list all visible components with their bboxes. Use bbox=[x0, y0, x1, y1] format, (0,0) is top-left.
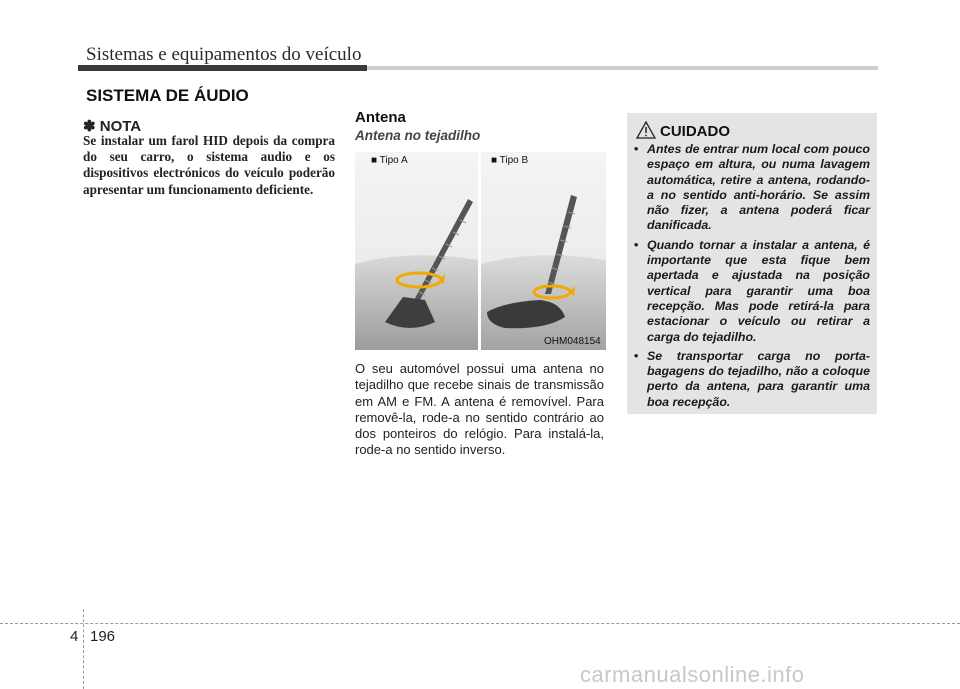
footer-divider bbox=[83, 609, 84, 689]
bullet-icon: • bbox=[634, 237, 639, 252]
figure-panel-type-b bbox=[481, 152, 606, 350]
antenna-body-text: O seu automóvel possui uma antena no tejadilho que recebe sinais de transmissão em AM e FM. A antena é removível. Para removê-la, rode-a no sentido contrário ao dos ponteiros do relógio. Para instalá-la, rode-a no sentido inverso. bbox=[355, 361, 604, 458]
bullet-icon: • bbox=[634, 142, 639, 156]
figure-code: OHM048154 bbox=[544, 336, 601, 347]
list-item bbox=[634, 238, 870, 345]
header-rule-accent bbox=[78, 65, 367, 71]
list-item bbox=[634, 349, 870, 410]
list-item bbox=[634, 142, 870, 234]
caution-item-text: Quando tornar a instalar a antena, é importante que esta fique bem apertada e ajustada na posição vertical para garantir uma boa recepção. Mas pode retirá-la para estacionar o veículo ou retirar a carga do tejadilho. bbox=[647, 237, 870, 344]
watermark: carmanualsonline.info bbox=[580, 662, 805, 687]
panel-a-label: ■ Tipo A bbox=[371, 155, 408, 166]
page-number: 196 bbox=[90, 628, 116, 645]
footer-rule bbox=[0, 623, 960, 624]
caution-list bbox=[634, 142, 870, 414]
section-title: SISTEMA DE ÁUDIO bbox=[86, 86, 249, 105]
chapter-number: 4 bbox=[70, 628, 79, 645]
panel-b-label: ■ Tipo B bbox=[491, 155, 529, 166]
figure-panel-type-a bbox=[355, 152, 478, 350]
note-star-icon: ✽ bbox=[83, 118, 96, 135]
caution-item-text: Se transportar carga no porta-bagagens do tejadilho, não a coloque perto da antena, para garantir uma boa recepção. bbox=[647, 348, 870, 409]
antenna-figure bbox=[355, 152, 606, 350]
bullet-icon: • bbox=[634, 348, 639, 363]
antenna-heading: Antena bbox=[355, 109, 406, 126]
caution-title: CUIDADO bbox=[660, 123, 730, 140]
running-header-title: Sistemas e equipamentos do veículo bbox=[86, 44, 362, 65]
note-body: Se instalar um farol HID depois da compra do seu carro, o sistema audio e os dispositivos electrónicos do veículo poderão apresentar um funcionamento deficiente. bbox=[83, 133, 335, 197]
caution-item-text: Antes de entrar num local com pouco espaço em altura, ou numa lavagem automática, retire a antena, rodando-a no sentido anti-horário. Se assim não fizer, a antena poderá ficar danificada. bbox=[647, 142, 870, 233]
warning-triangle-icon bbox=[636, 121, 656, 139]
antenna-subheading: Antena no tejadilho bbox=[355, 128, 481, 143]
note-heading-label: NOTA bbox=[99, 118, 142, 135]
